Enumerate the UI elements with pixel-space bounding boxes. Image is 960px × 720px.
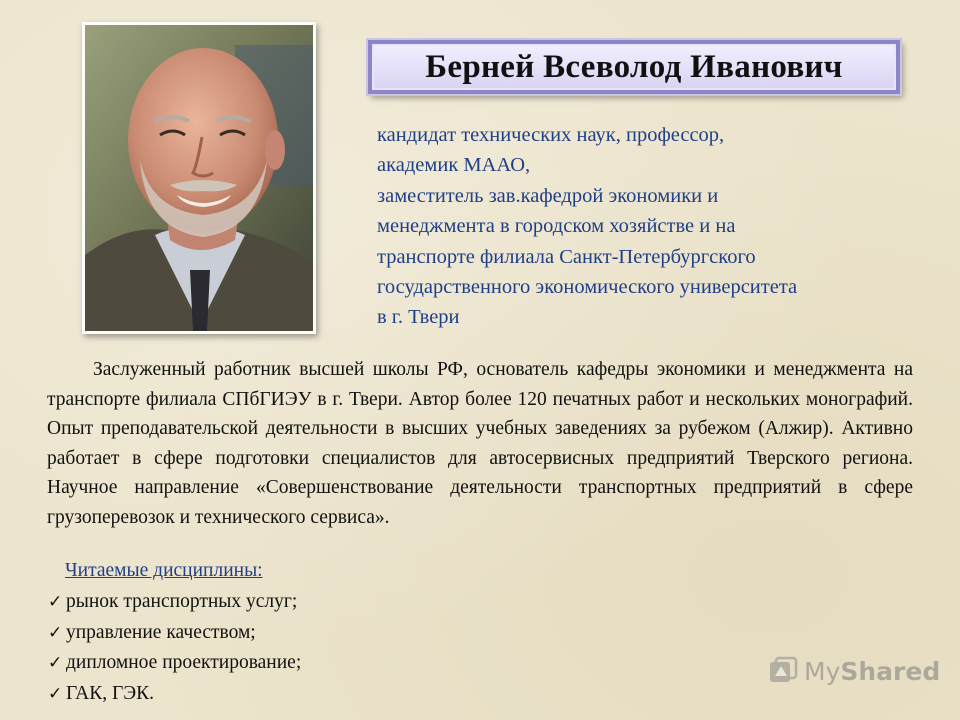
disciplines-list [48, 587, 301, 710]
portrait-image [85, 25, 313, 331]
list-item [48, 648, 301, 679]
portrait-photo [85, 25, 313, 331]
name-banner [368, 40, 900, 94]
watermark-text [804, 657, 940, 686]
discipline-label: дипломное проектирование; [66, 652, 302, 674]
checkmark-icon: ✓ [48, 653, 63, 674]
biography-paragraph: Заслуженный работник высшей школы РФ, основатель кафедры экономики и менеджмента на транспорте филиала СПбГИЭУ в г. Твери. Автор более 120 печатных работ и нескольких монографий. Опыт преподавательской деятельности в высших учебных заведениях за рубежом (Алжир). Активно работает в сфере подготовки специалистов для автосервисных предприятий Тверского региона. Научное направление «Совершенствование деятельности транспортных предприятий в сфере грузоперевозок и технического сервиса». [47, 359, 913, 528]
person-name: Берней Всеволод Иванович [425, 48, 843, 85]
credentials-line: транспорте филиала Санкт-Петербургского [377, 245, 756, 268]
discipline-label: ГАК, ГЭК. [66, 683, 155, 705]
credentials-line: заместитель зав.кафедрой экономики и [377, 184, 719, 207]
discipline-label: рынок транспортных услуг; [66, 591, 298, 612]
checkmark-icon: ✓ [48, 592, 63, 612]
disciplines-heading: Читаемые дисциплины: [65, 560, 263, 581]
checkmark-icon: ✓ [48, 684, 63, 705]
credentials-block [377, 120, 907, 333]
credentials-line: кандидат технических наук, профессор, [377, 124, 725, 146]
portrait-photo-frame [82, 22, 316, 334]
myshared-logo-icon [768, 656, 798, 686]
watermark-text-light: My [804, 656, 841, 686]
list-item [48, 679, 301, 710]
checkmark-icon: ✓ [48, 622, 63, 643]
credentials-line: в г. Твери [377, 306, 460, 329]
list-item [48, 587, 301, 618]
myshared-watermark [768, 656, 940, 686]
list-item [48, 618, 301, 649]
discipline-label: управление качеством; [66, 621, 256, 643]
credentials-line: академик МААО, [377, 154, 531, 177]
credentials-line: менеджмента в городском хозяйстве и на [377, 215, 736, 238]
watermark-text-bold: Shared [840, 656, 941, 686]
credentials-line: государственного экономического университета [377, 276, 798, 299]
